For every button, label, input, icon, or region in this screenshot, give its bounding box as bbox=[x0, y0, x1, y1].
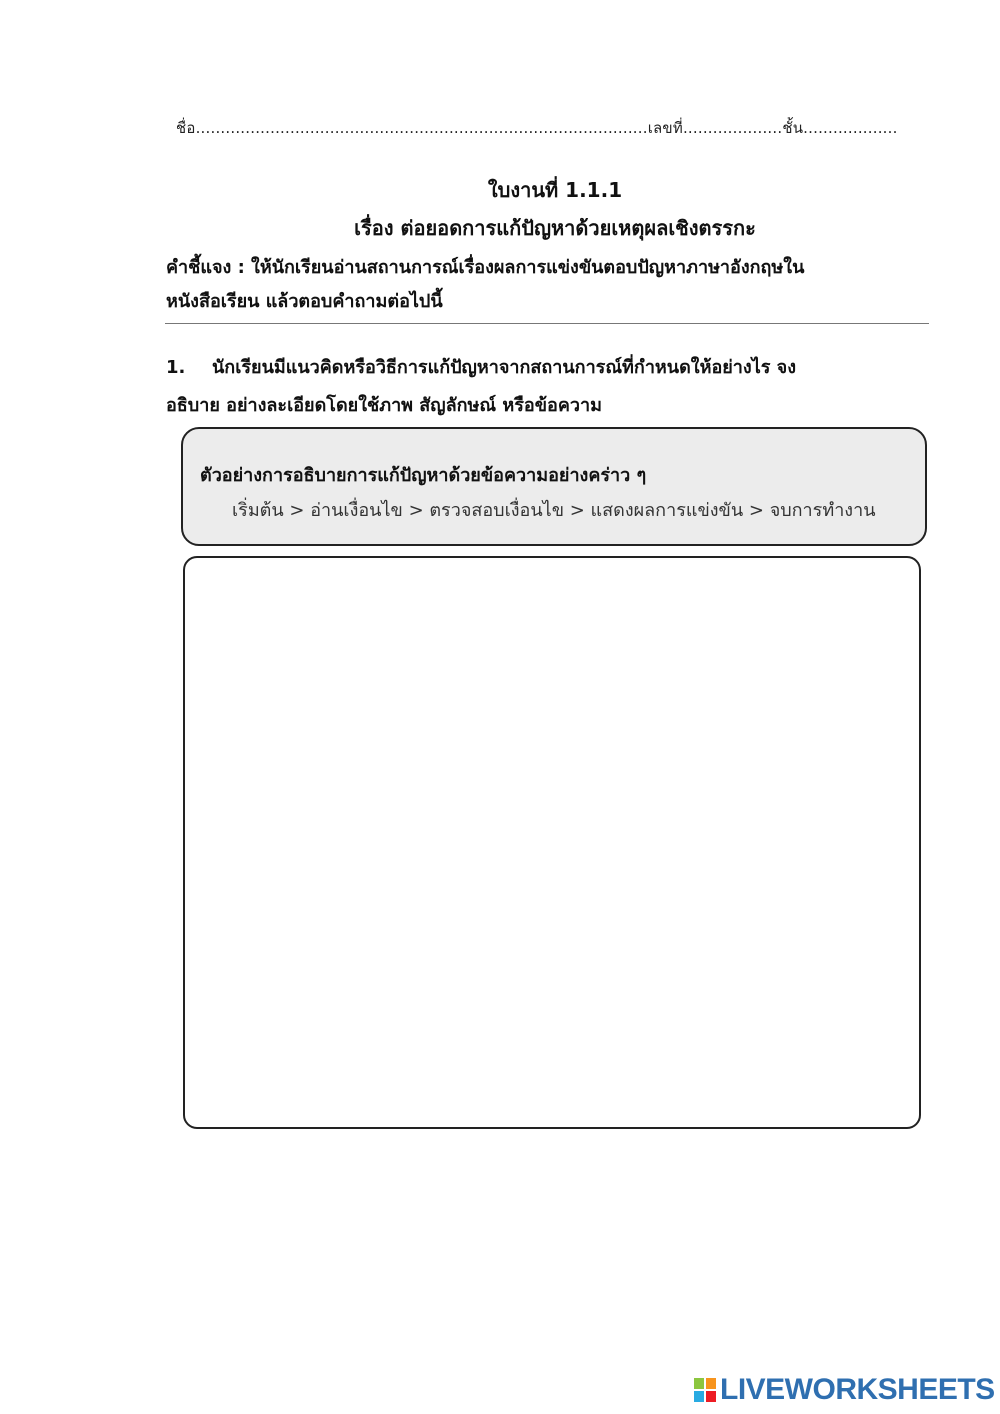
example-title: ตัวอย่างการอธิบายการแก้ปัญหาด้วยข้อความอย่างคร่าว ๆ bbox=[200, 465, 647, 486]
question-text-1: นักเรียนมีแนวคิดหรือวิธีการแก้ปัญหาจากสถานการณ์ที่กำหนดให้อย่างไร จง bbox=[212, 357, 797, 378]
student-info-line bbox=[176, 116, 898, 140]
liveworksheets-logo bbox=[694, 1374, 995, 1406]
question-number: 1. bbox=[166, 357, 186, 378]
divider bbox=[165, 323, 929, 324]
class-label: ชั้น bbox=[782, 119, 804, 137]
instructions-line-2: หนังสือเรียน แล้วตอบคำถามต่อไปนี้ bbox=[166, 291, 443, 312]
logo-text: LIVEWORKSHEETS bbox=[720, 1373, 995, 1406]
number-field[interactable]: .................... bbox=[682, 119, 783, 137]
number-label: เลขที่ bbox=[647, 119, 683, 137]
question-1-line-1 bbox=[166, 352, 796, 381]
answer-area[interactable] bbox=[183, 556, 921, 1129]
name-field[interactable]: ........................................................................................... bbox=[195, 119, 648, 137]
liveworksheets-logo-icon bbox=[694, 1378, 716, 1402]
worksheet-title: ใบงานที่ 1.1.1 bbox=[487, 178, 623, 202]
question-1-line-2: อธิบาย อย่างละเอียดโดยใช้ภาพ สัญลักษณ์ หรือข้อความ bbox=[166, 395, 602, 416]
name-label: ชื่อ bbox=[176, 119, 196, 137]
worksheet-subject: เรื่อง ต่อยอดการแก้ปัญหาด้วยเหตุผลเชิงตรรกะ bbox=[354, 216, 756, 240]
example-steps: เริ่มต้น > อ่านเงื่อนไข > ตรวจสอบเงื่อนไข > แสดงผลการแข่งขัน > จบการทำงาน bbox=[232, 500, 876, 521]
instructions-line-1: คำชี้แจง : ให้นักเรียนอ่านสถานการณ์เรื่องผลการแข่งขันตอบปัญหาภาษาอังกฤษใน bbox=[166, 257, 805, 278]
class-field[interactable]: ................... bbox=[803, 119, 898, 137]
